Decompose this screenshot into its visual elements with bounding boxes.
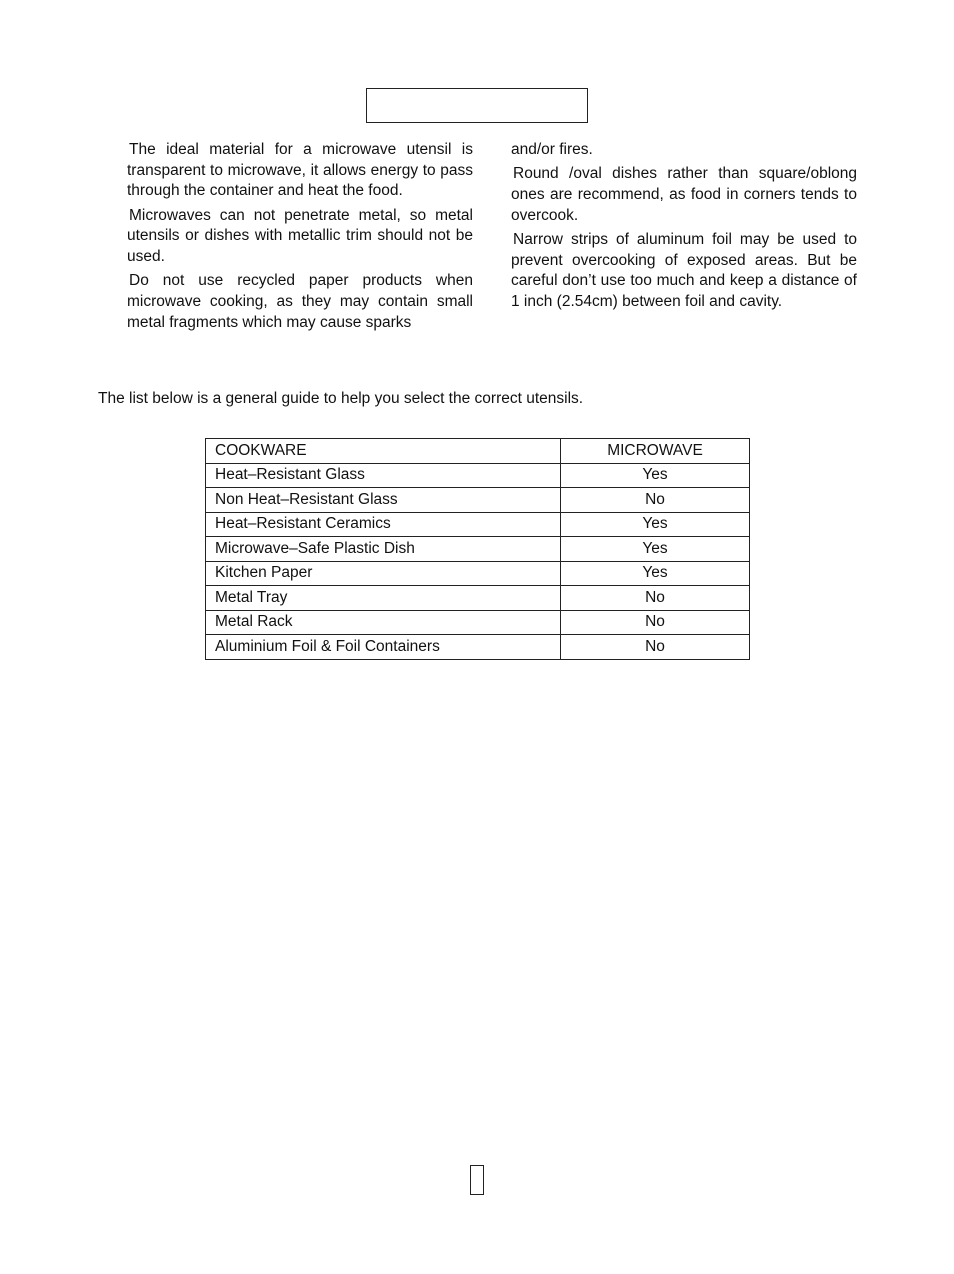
microwave-cell: No [561,488,750,513]
table-row [206,610,750,635]
table-header-row [206,439,750,464]
microwave-cell: Yes [561,512,750,537]
table-row [206,512,750,537]
utensil-guide-table [205,438,750,660]
cookware-cell: Heat–Resistant Ceramics [206,512,561,537]
table-row [206,561,750,586]
section-title-box [366,88,588,123]
table-row [206,488,750,513]
table-row [206,537,750,562]
paragraph-round-dishes: Round /oval dishes rather than square/oblong ones are recommend, as food in corners tends to overcook. [511,165,857,224]
cookware-cell: Non Heat–Resistant Glass [206,488,561,513]
cookware-cell: Metal Tray [206,586,561,611]
microwave-cell: No [561,635,750,660]
cookware-cell: Metal Rack [206,610,561,635]
header-cookware: COOKWARE [206,439,561,464]
paragraph-ideal-material: The ideal material for a microwave utensil is transparent to microwave, it allows energy to pass through the container and heat the food. [127,141,473,200]
microwave-cell: No [561,610,750,635]
microwave-cell: Yes [561,537,750,562]
page-number-box [470,1165,484,1195]
left-text-column [127,140,473,337]
table-intro-text: The list below is a general guide to help you select the correct utensils. [98,390,584,407]
paragraph-metal-warning: Microwaves can not penetrate metal, so metal utensils or dishes with metallic trim should not be used. [127,206,473,266]
cookware-cell: Heat–Resistant Glass [206,463,561,488]
table-row [206,463,750,488]
cookware-cell: Microwave–Safe Plastic Dish [206,537,561,562]
microwave-cell: No [561,586,750,611]
microwave-cell: Yes [561,463,750,488]
paragraph-recycled-paper: Do not use recycled paper products when microwave cooking, as they may contain small metal fragments which may cause sparks [127,272,473,331]
right-text-column [511,140,857,316]
paragraph-continuation: and/or fires. [511,141,593,158]
cookware-cell: Aluminium Foil & Foil Containers [206,635,561,660]
header-microwave: MICROWAVE [561,439,750,464]
paragraph-aluminum-foil: Narrow strips of aluminum foil may be used to prevent overcooking of exposed areas. But be careful don’t use too much and keep a distance of 1 inch (2.54cm) between foil and cavity. [511,230,857,310]
cookware-cell: Kitchen Paper [206,561,561,586]
table-row [206,635,750,660]
microwave-cell: Yes [561,561,750,586]
table-row [206,586,750,611]
